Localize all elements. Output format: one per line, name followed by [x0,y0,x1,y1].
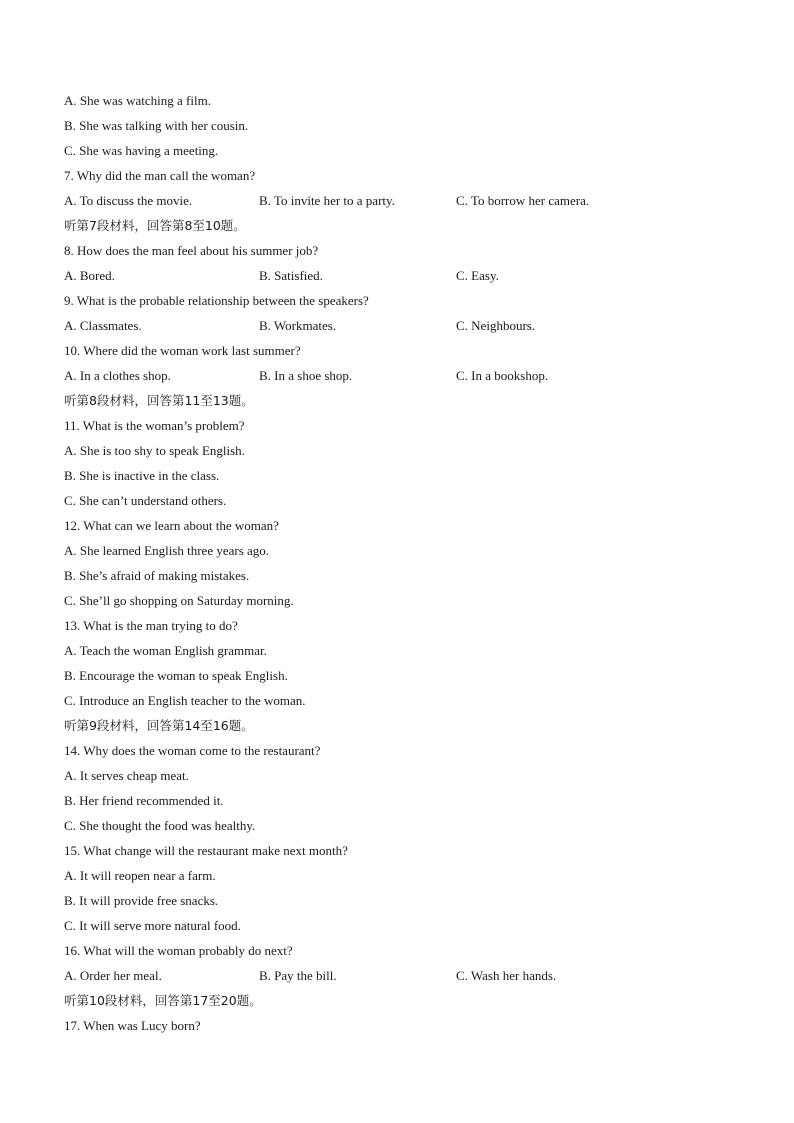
question-line: B. It will provide free snacks. [64,893,219,908]
exam-page [64,88,744,1038]
answer-options-row [64,188,744,213]
answer-option: A. In a clothes shop. [64,368,171,383]
question-line: C. She thought the food was healthy. [64,818,256,833]
section-instruction: 听第8段材料，回答第11至13题。 [64,393,254,408]
question-line: B. Encourage the woman to speak English. [64,668,288,683]
question-line: A. It will reopen near a farm. [64,868,216,883]
question-line: B. She’s afraid of making mistakes. [64,568,250,583]
question-line: 14. Why does the woman come to the restaurant? [64,743,321,758]
answer-options-row [64,313,744,338]
answer-option: C. Easy. [456,268,499,283]
answer-option: C. In a bookshop. [456,368,549,383]
question-line: C. She was having a meeting. [64,143,219,158]
answer-option: B. Workmates. [259,318,337,333]
answer-option: B. Pay the bill. [259,968,337,983]
answer-options-row [64,963,744,988]
question-line: A. She learned English three years ago. [64,543,270,558]
question-line: A. She is too shy to speak English. [64,443,245,458]
answer-option: C. Wash her hands. [456,968,557,983]
answer-option: A. Order her meal. [64,968,162,983]
section-instruction: 听第9段材料，回答第14至16题。 [64,718,254,733]
question-line: 17. When was Lucy born? [64,1018,201,1033]
answer-option: B. To invite her to a party. [259,193,395,208]
question-line: 10. Where did the woman work last summer? [64,343,301,358]
answer-options-row [64,263,744,288]
answer-option: A. To discuss the movie. [64,193,193,208]
question-line: B. She was talking with her cousin. [64,118,249,133]
question-line: C. It will serve more natural food. [64,918,241,933]
section-instruction: 听第10段材料，回答第17至20题。 [64,993,262,1008]
question-line: 7. Why did the man call the woman? [64,168,256,183]
answer-option: B. In a shoe shop. [259,368,353,383]
question-line: A. She was watching a film. [64,93,211,108]
answer-option: A. Classmates. [64,318,142,333]
question-line: A. It serves cheap meat. [64,768,189,783]
answer-options-row [64,363,744,388]
question-line: C. She’ll go shopping on Saturday morning. [64,593,294,608]
question-line: 16. What will the woman probably do next? [64,943,293,958]
section-instruction: 听第7段材料，回答第8至10题。 [64,218,246,233]
question-line: A. Teach the woman English grammar. [64,643,267,658]
question-line: 12. What can we learn about the woman? [64,518,279,533]
question-line: 8. How does the man feel about his summer job? [64,243,319,258]
question-line: 13. What is the man trying to do? [64,618,238,633]
question-line: B. She is inactive in the class. [64,468,220,483]
answer-option: C. Neighbours. [456,318,536,333]
question-line: 9. What is the probable relationship between the speakers? [64,293,369,308]
answer-option: B. Satisfied. [259,268,323,283]
question-line: C. She can’t understand others. [64,493,227,508]
question-line: C. Introduce an English teacher to the woman. [64,693,306,708]
question-line: 15. What change will the restaurant make next month? [64,843,348,858]
question-line: 11. What is the woman’s problem? [64,418,245,433]
answer-option: A. Bored. [64,268,115,283]
answer-option: C. To borrow her camera. [456,193,590,208]
question-line: B. Her friend recommended it. [64,793,224,808]
